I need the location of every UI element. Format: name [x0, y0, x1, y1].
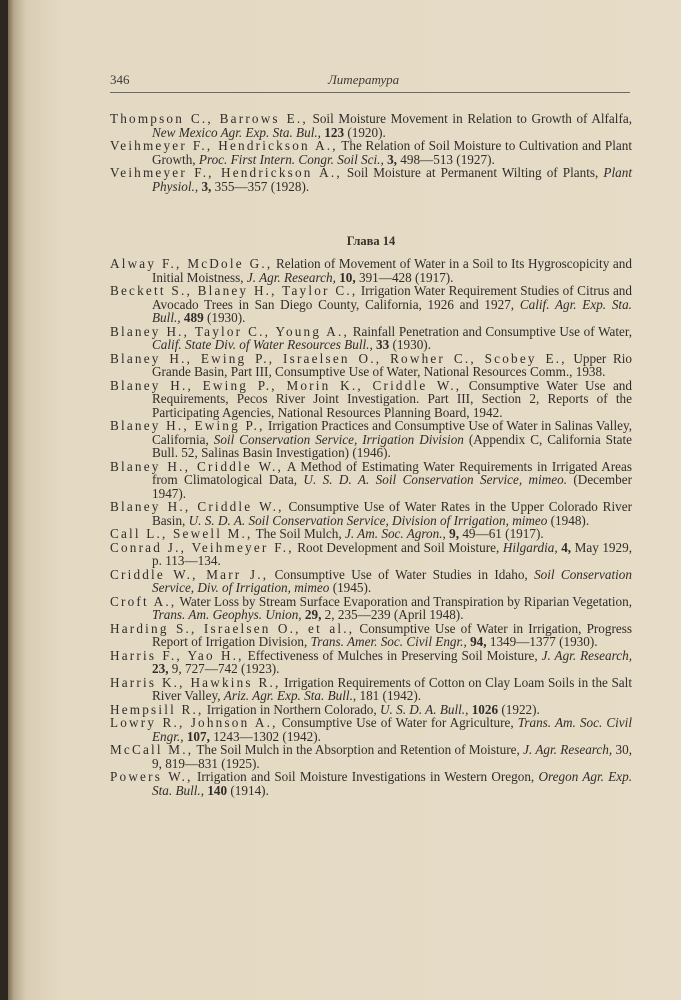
reference-volume: 3,: [383, 151, 397, 167]
header-rule: [110, 92, 630, 93]
reference-journal: New Mexico Agr. Exp. Sta. Bul.,: [152, 124, 321, 140]
reference-volume: 3,: [198, 178, 212, 194]
reference-title: Root Development and Soil Moisture,: [293, 539, 503, 555]
reference-authors: Beckett S., Blaney H., Taylor C.,: [110, 283, 358, 298]
reference-entry: [110, 419, 632, 460]
reference-journal: Oregon Agr. Exp. Sta. Bull.,: [152, 769, 632, 798]
reference-authors: Veihmeyer F., Hendrickson A.,: [110, 138, 338, 153]
reference-details: 498—513 (1927).: [396, 151, 495, 167]
reference-authors: McCall M.,: [110, 742, 194, 757]
reference-journal: Trans. Am. Geophys. Union,: [152, 607, 302, 622]
reference-volume: 29,: [301, 607, 322, 622]
reference-details: (1930).: [203, 310, 246, 325]
reference-journal: U. S. D. A. Soil Conservation Service, mimeo.: [303, 472, 568, 487]
reference-entry: [110, 743, 632, 770]
reference-journal: U. S. D. A. Bull.,: [379, 701, 469, 717]
reference-entry: [110, 460, 632, 501]
reference-title: Consumptive Use of Water for Agriculture,: [277, 715, 518, 730]
reference-volume: 1026: [468, 701, 499, 717]
reference-authors: Blaney H., Ewing P., Israelsen O., Rowher C., Scobey E.,: [110, 350, 567, 366]
reference-title: Consumptive Use of Water in Irrigation, Progress Report of Irrigation Division,: [152, 620, 632, 649]
reference-title: The Soil Mulch in the Absorption and Retention of Moisture,: [193, 742, 524, 757]
reference-journal: Trans. Amer. Soc. Civil Engr.,: [310, 634, 467, 649]
reference-details: (1922).: [498, 701, 540, 717]
chapter-heading: Глава 14: [346, 234, 396, 248]
reference-entry: [110, 325, 632, 352]
reference-title: Rainfall Penetration and Consumptive Use of Water,: [349, 323, 633, 339]
reference-journal: Hilgardia,: [502, 539, 558, 555]
reference-journal: Plant Physiol.,: [152, 165, 632, 194]
reference-details: (Appendix C, California State Bull. 52, Salinas Basin Investigation) (1946).: [152, 431, 633, 460]
reference-journal: Soil Conservation Service, Irrigation Division: [213, 431, 464, 447]
reference-journal: J. Agr. Research,: [541, 647, 632, 663]
reference-title: Water Loss by Stream Surface Evaporation and Transpiration by Riparian Vegetation,: [176, 593, 632, 609]
reference-authors: Alway F., McDole G.,: [110, 256, 273, 271]
reference-entry: [110, 166, 632, 193]
reference-entry: [110, 527, 632, 541]
reference-journal: Soil Conservation Service, Div. of Irrigation, mimeo: [152, 566, 632, 595]
reference-title: Consumptive Use of Water Studies in Idaho,: [268, 566, 535, 582]
reference-volume: 94,: [466, 634, 487, 649]
reference-authors: Croft A.,: [110, 593, 177, 609]
page-number: 346: [110, 72, 130, 87]
reference-volume: 9,: [445, 526, 460, 541]
reference-entry: [110, 139, 632, 166]
reference-entry: [110, 676, 632, 703]
reference-details: 49—61 (1917).: [459, 526, 544, 541]
reference-journal: Trans. Am. Soc. Civil Engr.,: [152, 715, 632, 744]
reference-volume: 4,: [557, 539, 572, 555]
reference-details: 355—357 (1928).: [211, 178, 310, 194]
reference-details: 181 (1942).: [356, 688, 422, 703]
reference-authors: Harding S., Israelsen O., et al.,: [110, 620, 355, 636]
reference-authors: Blaney H., Taylor C., Young A.,: [110, 323, 350, 339]
reference-authors: Blaney H., Criddle W.,: [110, 458, 283, 474]
reference-details: (1914).: [227, 782, 269, 798]
reference-entry: [110, 649, 632, 676]
reference-journal: U. S. D. A. Soil Conservation Service, Division of Irrigation, mimeo: [188, 512, 548, 528]
reference-volume: 33: [372, 337, 390, 352]
reference-entry: [110, 622, 632, 649]
reference-entry: [110, 770, 632, 797]
reference-title: Irrigation Requirements of Cotton on Clay Loam Soils in the Salt River Valley,: [152, 674, 632, 703]
reference-details: 391—428 (1917).: [355, 269, 454, 285]
reference-details: 30, 9, 819—831 (1925).: [152, 742, 632, 771]
reference-volume: 23,: [152, 661, 169, 676]
reference-journal: Calif. State Div. of Water Resources Bull.,: [152, 337, 373, 352]
reference-authors: Call L., Sewell M.,: [110, 526, 253, 541]
page-binding-edge: [0, 0, 8, 1000]
reference-entry: [110, 500, 632, 527]
reference-authors: Criddle W., Marr J.,: [110, 566, 269, 582]
reference-entry: [110, 352, 632, 379]
reference-entry: [110, 716, 632, 743]
reference-journal: Ariz. Agr. Exp. Sta. Bull.,: [223, 688, 357, 703]
reference-details: 9, 727—742 (1923).: [168, 661, 280, 676]
reference-title: Relation of Movement of Water in a Soil to Its Hygroscopicity and Initial Moistness,: [152, 256, 632, 285]
reference-details: (1945).: [329, 580, 372, 595]
reference-authors: Blaney H., Ewing P.,: [110, 418, 265, 433]
reference-authors: Powers W.,: [110, 769, 193, 784]
reference-details: 1243—1302 (1942).: [209, 728, 321, 744]
reference-title: Effectiveness of Mulches in Preserving Soil Moisture,: [243, 647, 542, 663]
reference-entry: [110, 284, 632, 325]
reference-entry: [110, 703, 632, 717]
reference-details: May 1929, p. 113—134.: [152, 539, 633, 568]
reference-details: (1948).: [547, 512, 590, 528]
reference-journal: J. Agr. Research,: [246, 269, 336, 285]
reference-list-chapter-14: [110, 257, 632, 797]
reference-title: Soil Moisture at Permanent Wilting of Plants,: [341, 165, 604, 180]
reference-entry: [110, 112, 632, 139]
reference-entry: [110, 568, 632, 595]
reference-volume: 489: [180, 310, 204, 325]
reference-authors: Thompson C., Barrows E.,: [110, 111, 308, 126]
reference-authors: Lowry R., Johnson A.,: [110, 715, 278, 730]
reference-details: (1930).: [389, 337, 431, 352]
reference-title: Irrigation Practices and Consumptive Use of Water in Salinas Valley, California,: [152, 418, 632, 447]
reference-entry: [110, 379, 632, 420]
reference-journal: J. Agr. Research,: [523, 742, 613, 757]
reference-entry: [110, 595, 632, 622]
reference-authors: Hempsill R.,: [110, 701, 204, 717]
reference-authors: Conrad J., Veihmeyer F.,: [110, 539, 294, 555]
reference-journal: Proc. First Intern. Congr. Soil Sci.,: [198, 151, 384, 167]
reference-title: Soil Moisture Movement in Relation to Growth of Alfalfa,: [307, 111, 632, 126]
reference-title: Consumptive Water Use and Requirements, Pecos River Joint Investigation. Part III, Section 2, Reports of the Participating Agencies, National Resources Planning Board, 1942.: [152, 377, 632, 420]
reference-title: Upper Rio Grande Basin, Part III, Consumptive Use of Water, National Resources Comm., 1938.: [152, 350, 632, 379]
reference-authors: Harris K., Hawkins R.,: [110, 674, 281, 690]
reference-authors: Blaney H., Ewing P., Morin K., Criddle W.,: [110, 377, 462, 393]
reference-details: 2, 235—239 (April 1948).: [321, 607, 464, 622]
reference-journal: J. Am. Soc. Agron.,: [344, 526, 446, 541]
reference-entry: [110, 257, 632, 284]
reference-title: The Soil Mulch,: [252, 526, 345, 541]
reference-entry: [110, 541, 632, 568]
reference-title: Irrigation Water Requirement Studies of Citrus and Avocado Trees in San Diego County, California, 1926 and 1927,: [152, 283, 632, 312]
reference-details: (1920).: [344, 124, 386, 140]
reference-authors: Veihmeyer F., Hendrickson A.,: [110, 165, 342, 180]
reference-title: Irrigation and Soil Moisture Investigations in Western Oregon,: [192, 769, 539, 784]
running-header: [110, 72, 630, 90]
reference-details: (December 1947).: [152, 472, 632, 501]
reference-details: 1349—1377 (1930).: [486, 634, 598, 649]
running-title: Литература: [328, 72, 400, 87]
reference-volume: 10,: [335, 269, 356, 285]
reference-title: Consumptive Use of Water Rates in the Upper Colorado River Basin,: [152, 499, 632, 528]
reference-list-top: [110, 112, 632, 193]
reference-volume: 140: [204, 782, 228, 798]
reference-title: The Relation of Soil Moisture to Cultivation and Plant Growth,: [152, 138, 632, 167]
reference-authors: Harris F., Yao H.,: [110, 647, 244, 663]
reference-journal: Calif. Agr. Exp. Sta. Bull.,: [152, 296, 632, 325]
reference-authors: Blaney H., Criddle W.,: [110, 499, 284, 514]
reference-title: A Method of Estimating Water Requirements in Irrigated Areas from Climatological Data,: [152, 458, 632, 487]
reference-volume: 107,: [183, 728, 210, 744]
reference-volume: 123: [320, 124, 345, 140]
reference-title: Irrigation in Northern Colorado,: [203, 701, 380, 717]
